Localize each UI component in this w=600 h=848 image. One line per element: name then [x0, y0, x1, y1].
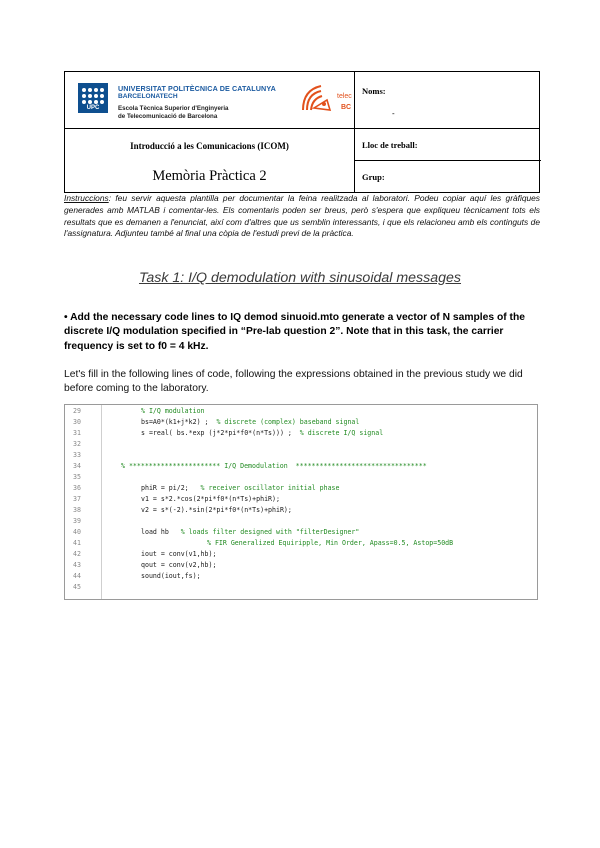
code-text: phiR = pi/2;: [141, 484, 201, 492]
code-text: s =real( bs.*exp (j*2*pi*f0*(n*Ts))) ;: [141, 429, 300, 437]
line-number: 29: [73, 407, 81, 415]
code-text: bs=A0*(k1+j*k2) ;: [141, 418, 217, 426]
university-name: UNIVERSITAT POLITÈCNICA DE CATALUNYA: [118, 84, 276, 93]
code-line: qout = conv(v2,hb);: [141, 561, 217, 569]
code-line: % *********************** I/Q Demodulation *********************************: [121, 462, 427, 470]
names-label: Noms:: [362, 86, 386, 96]
code-text: load hb: [141, 528, 181, 536]
instructions-text: : feu servir aquesta plantilla per documentar la feina realitzada al laboratori. Podeu copiar aquí les gràfiques generades amb MATLAB i comentar-les. Els comentaris poden ser breus, però s'espera que expliqueu tècnicament tots els resultats que es demanen a l'enunciat, així com d'altres que us semblin interessants, i que els relacioneu amb els continguts de l'assignatura. Adjunteu també al final una còpia de l'estudi previ de la pràctica.: [64, 193, 540, 239]
line-number: 35: [73, 473, 81, 481]
code-comment: % discrete I/Q signal: [299, 429, 384, 437]
code-line: iout = conv(v1,hb);: [141, 550, 217, 558]
school-name-line1: Escola Tècnica Superior d'Enginyeria: [118, 105, 229, 112]
code-line: % I/Q modulation: [141, 407, 205, 415]
line-number: 41: [73, 539, 81, 547]
upc-logo-label: UPC: [86, 105, 100, 111]
line-number: 31: [73, 429, 81, 437]
line-number-gutter: [65, 405, 102, 599]
line-number: 45: [73, 583, 81, 591]
line-number: 44: [73, 572, 81, 580]
header-divider: [354, 72, 355, 192]
telecom-logo-text: telec: [337, 93, 352, 100]
task-title: Task 1: I/Q demodulation with sinusoidal messages: [138, 270, 462, 286]
code-line: v2 = s*(-2).*sin(2*pi*f0*(n*Ts)+phiR);: [141, 506, 292, 514]
workplace-label: Lloc de treball:: [362, 140, 418, 150]
code-line: [141, 429, 383, 437]
code-line: % FIR Generalized Equiripple, Min Order, Apass=0.5, Astop=50dB: [207, 539, 454, 547]
code-comment: % loads filter designed with "filterDesigner": [180, 528, 360, 536]
line-number: 38: [73, 506, 81, 514]
line-number: 32: [73, 440, 81, 448]
line-number: 43: [73, 561, 81, 569]
code-comment: % discrete (complex) baseband signal: [216, 418, 360, 426]
names-value: -: [392, 109, 395, 118]
header-table: [64, 71, 540, 193]
school-name-line2: de Telecomunicació de Barcelona: [118, 113, 218, 120]
instructions-paragraph: [64, 193, 540, 240]
telecom-logo-text-bold: BC: [341, 104, 352, 111]
code-comment: % receiver oscillator initial phase: [200, 484, 340, 492]
line-number: 33: [73, 451, 81, 459]
intro-paragraph: Let's fill in the following lines of code, following the expressions obtained in the previous study we did before coming to the laboratory.: [64, 369, 523, 395]
report-title: Memòria Pràctica 2: [152, 168, 267, 184]
code-listing: [64, 404, 538, 600]
line-number: 40: [73, 528, 81, 536]
code-line: [141, 418, 359, 426]
line-number: 30: [73, 418, 81, 426]
course-name: Introducció a les Comunicacions (ICOM): [130, 141, 289, 151]
line-number: 39: [73, 517, 81, 525]
line-number: 36: [73, 484, 81, 492]
university-subname: BARCELONATECH: [118, 93, 178, 100]
group-label: Grup:: [362, 172, 385, 182]
code-line: v1 = s*2.*cos(2*pi*f0*(n*Ts)+phiR);: [141, 495, 280, 503]
task-bullet: • Add the necessary code lines to IQ demod sinuoid.mto generate a vector of N samples of the discrete I/Q modulation specified in “Pre-lab question 2”. Note that in this task, the carrier frequency is set to f0 = 4 kHz.: [64, 312, 525, 352]
code-line: [141, 484, 340, 492]
instructions-label: Instruccions: [64, 193, 109, 203]
code-line: [141, 528, 359, 536]
telecom-logo-icon: [297, 80, 337, 120]
header-rule: [65, 128, 539, 129]
line-number: 34: [73, 462, 81, 470]
code-line: sound(iout,fs);: [141, 572, 201, 580]
line-number: 42: [73, 550, 81, 558]
line-number: 37: [73, 495, 81, 503]
header-rule: [354, 160, 541, 161]
upc-logo: [78, 83, 108, 113]
